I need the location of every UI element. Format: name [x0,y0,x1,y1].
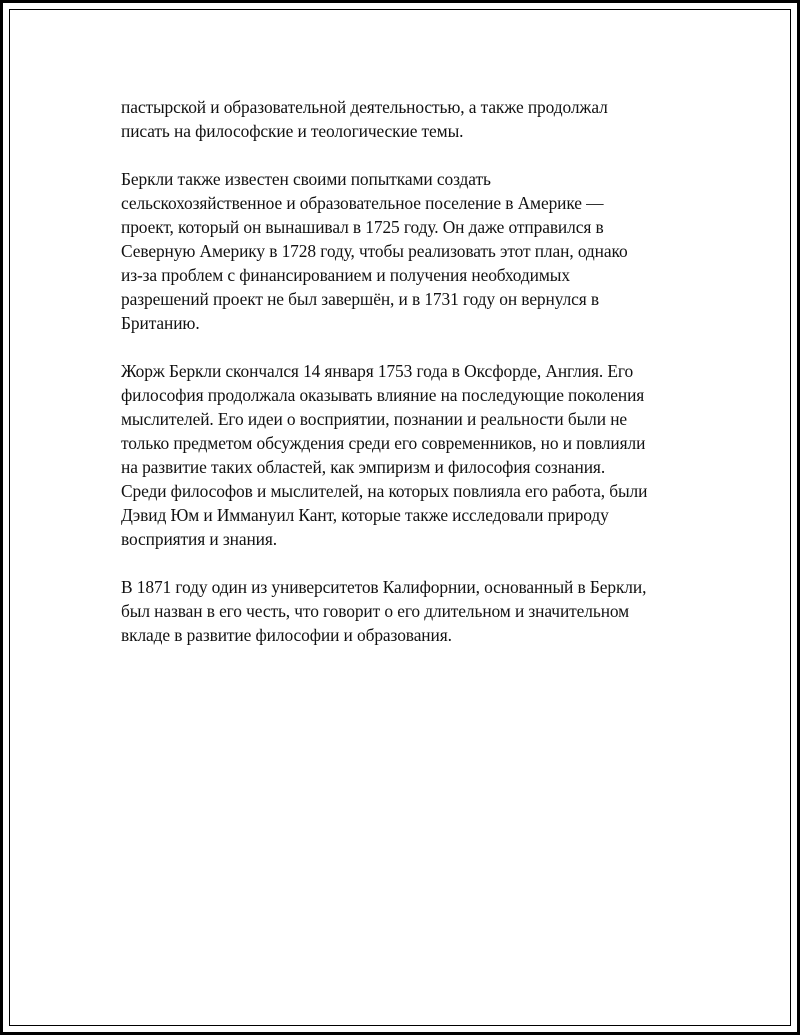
text-line: Беркли также известен своими попытками создать [121,169,491,189]
text-line: Среди философов и мыслителей, на которых повлияла его работа, были [121,481,648,501]
paragraph-2 [121,167,711,335]
text-line: Жорж Беркли скончался 14 января 1753 года в Оксфорде, Англия. Его [121,361,634,381]
text-line: В 1871 году один из университетов Калифорнии, основанный в Беркли, [121,577,647,597]
text-line: восприятия и знания. [121,529,278,549]
text-line: на развитие таких областей, как эмпиризм и философия сознания. [121,457,606,477]
text-line: из-за проблем с финансированием и получения необходимых [121,265,570,285]
text-line: вкладе в развитие философии и образования. [121,625,452,645]
text-line: сельскохозяйственное и образовательное поселение в Америке — [121,193,604,213]
text-line: философия продолжала оказывать влияние на последующие поколения [121,385,645,405]
document-body [121,95,711,671]
text-line: мыслителей. Его идеи о восприятии, познании и реальности были не [121,409,628,429]
text-line: проект, который он вынашивал в 1725 году. Он даже отправился в [121,217,604,237]
paragraph-1 [121,95,711,143]
text-line: писать на философские и теологические темы. [121,121,464,141]
text-line: только предметом обсуждения среди его современников, но и повлияли [121,433,646,453]
text-line: Британию. [121,313,200,333]
text-line: Северную Америку в 1728 году, чтобы реализовать этот план, однако [121,241,628,261]
text-line: Дэвид Юм и Иммануил Кант, которые также исследовали природу [121,505,609,525]
paragraph-4 [121,575,711,647]
text-line: был назван в его честь, что говорит о его длительном и значительном [121,601,630,621]
text-line: пастырской и образовательной деятельностью, а также продолжал [121,97,608,117]
paragraph-3 [121,359,711,551]
text-line: разрешений проект не был завершён, и в 1731 году он вернулся в [121,289,600,309]
